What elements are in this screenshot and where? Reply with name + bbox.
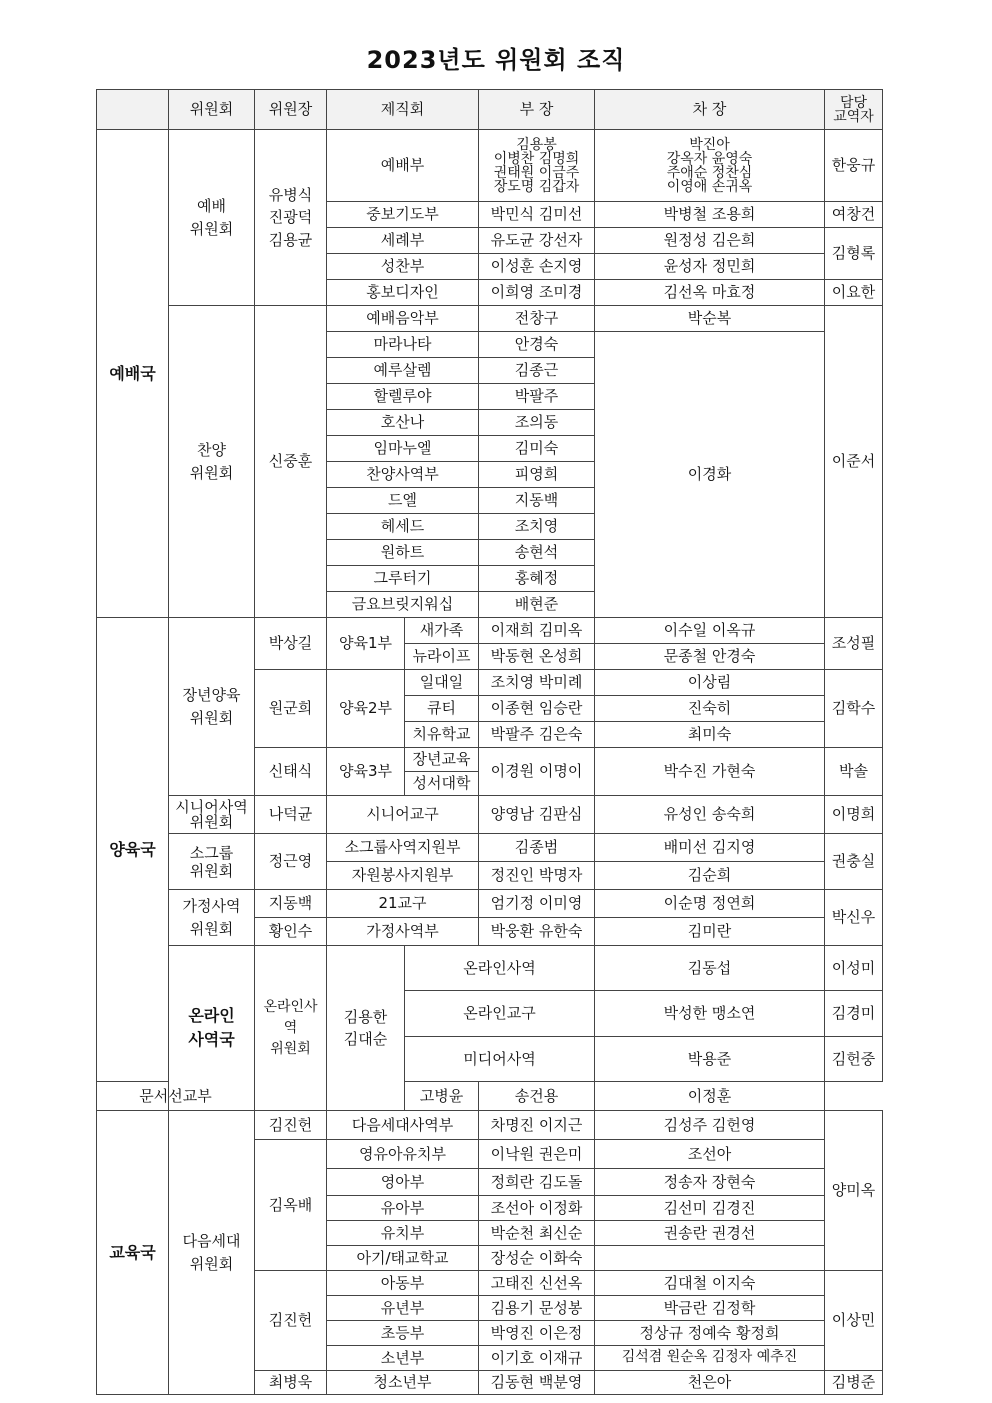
pastor-cell: 김병준 bbox=[825, 1371, 883, 1395]
head-cell: 박순천 최신순 bbox=[479, 1221, 595, 1246]
committee-smallgroup: 소그룹 위원회 bbox=[169, 834, 255, 890]
table-header bbox=[97, 90, 883, 130]
vice-cell: 이경화 bbox=[595, 332, 825, 618]
sub-office-cell: 성서대학 bbox=[405, 772, 479, 796]
head-cell: 장성순 이화숙 bbox=[479, 1246, 595, 1271]
pastor-cell: 권충실 bbox=[825, 834, 883, 890]
table-row bbox=[97, 1111, 883, 1140]
head-cell: 이낙원 권은미 bbox=[479, 1140, 595, 1169]
vice-cell: 김성주 김헌영 bbox=[595, 1111, 825, 1140]
header-head: 부 장 bbox=[479, 90, 595, 130]
vice-cell: 김대철 이지숙 bbox=[595, 1271, 825, 1296]
head-cell: 김용기 문성봉 bbox=[479, 1296, 595, 1321]
office-cell: 유년부 bbox=[327, 1296, 479, 1321]
head-cell: 송현석 bbox=[479, 540, 595, 566]
head-cell: 홍혜정 bbox=[479, 566, 595, 592]
office-cell: 소년부 bbox=[327, 1346, 479, 1371]
pastor-cell: 박솔 bbox=[825, 748, 883, 796]
head-cell: 박웅환 유한숙 bbox=[479, 918, 595, 946]
office-cell: 임마누엘 bbox=[327, 436, 479, 462]
vice-cell: 최미숙 bbox=[595, 722, 825, 748]
vice-cell: 송건용 bbox=[479, 1082, 595, 1111]
pastor-cell: 한웅규 bbox=[825, 130, 883, 202]
office-cell: 소그룹사역지원부 bbox=[327, 834, 479, 862]
pastor-cell: 김형록 bbox=[825, 228, 883, 280]
head-cell: 전창구 bbox=[479, 306, 595, 332]
office-cell: 초등부 bbox=[327, 1321, 479, 1346]
vice-cell: 박금란 김정학 bbox=[595, 1296, 825, 1321]
head-cell: 피영희 bbox=[479, 462, 595, 488]
vice-cell: 김미란 bbox=[595, 918, 825, 946]
head-cell: 양영남 김판심 bbox=[479, 796, 595, 834]
head-cell: 조치영 박미례 bbox=[479, 670, 595, 696]
header-chair: 위원장 bbox=[255, 90, 327, 130]
head-cell: 고병윤 bbox=[405, 1082, 479, 1111]
committee-online: 온라인사역 위원회 bbox=[255, 946, 327, 1111]
head-cell: 조선아 이정화 bbox=[479, 1196, 595, 1221]
head-cell: 이희영 조미경 bbox=[479, 280, 595, 306]
vice-cell: 김경미 bbox=[825, 991, 883, 1036]
pastor-cell: 박신우 bbox=[825, 890, 883, 946]
head-cell: 조의동 bbox=[479, 410, 595, 436]
office-cell: 자원봉사지원부 bbox=[327, 862, 479, 890]
vice-cell: 김선옥 마효정 bbox=[595, 280, 825, 306]
head-cell: 박팔주 bbox=[479, 384, 595, 410]
sub-office-cell: 장년교육 bbox=[405, 748, 479, 772]
vice-cell: 이성미 bbox=[825, 946, 883, 991]
head-cell: 조치영 bbox=[479, 514, 595, 540]
chair-cell: 황인수 bbox=[255, 918, 327, 946]
chair-cell: 신태식 bbox=[255, 748, 327, 796]
pastor-cell: 이상민 bbox=[825, 1271, 883, 1371]
chair-praise: 신중훈 bbox=[255, 306, 327, 618]
vice-cell: 김순희 bbox=[595, 862, 825, 890]
office-cell: 아기/태교학교 bbox=[327, 1246, 479, 1271]
vice-cell: 원정성 김은희 bbox=[595, 228, 825, 254]
office-cell: 온라인교구 bbox=[405, 991, 595, 1036]
office-cell: 호산나 bbox=[327, 410, 479, 436]
office-cell: 헤세드 bbox=[327, 514, 479, 540]
sub-office-cell: 새가족 bbox=[405, 618, 479, 644]
head-cell: 차명진 이지근 bbox=[479, 1111, 595, 1140]
office-cell: 온라인사역 bbox=[405, 946, 595, 991]
head-cell: 박용준 bbox=[595, 1036, 825, 1081]
office-cell: 영유아유치부 bbox=[327, 1140, 479, 1169]
head-cell: 박민식 김미선 bbox=[479, 202, 595, 228]
chair-cell: 김옥배 bbox=[255, 1140, 327, 1271]
vice-cell: 박진아 강옥자 윤영숙 주애순 정찬심 이영애 손귀옥 bbox=[595, 130, 825, 202]
committee-adult: 장년양육 위원회 bbox=[169, 618, 255, 796]
chair-cell: 나덕균 bbox=[255, 796, 327, 834]
head-cell: 이종현 임승란 bbox=[479, 696, 595, 722]
office-cell: 예배부 bbox=[327, 130, 479, 202]
head-cell: 엄기정 이미영 bbox=[479, 890, 595, 918]
chair-cell: 지동백 bbox=[255, 890, 327, 918]
pastor-cell: 이준서 bbox=[825, 306, 883, 618]
head-cell: 고태진 신선옥 bbox=[479, 1271, 595, 1296]
office-cell: 성찬부 bbox=[327, 254, 479, 280]
office-cell: 가정사역부 bbox=[327, 918, 479, 946]
office-cell: 중보기도부 bbox=[327, 202, 479, 228]
head-cell: 안경숙 bbox=[479, 332, 595, 358]
pastor-cell: 이정훈 bbox=[595, 1082, 825, 1111]
chair-online: 김용한 김대순 bbox=[327, 946, 405, 1111]
table-row bbox=[97, 306, 883, 332]
office-cell: 문서선교부 bbox=[97, 1082, 255, 1111]
office-cell: 금요브릿지워십 bbox=[327, 592, 479, 618]
table-row bbox=[97, 130, 883, 202]
vice-cell: 문종철 안경숙 bbox=[595, 644, 825, 670]
head-cell: 이성훈 손지영 bbox=[479, 254, 595, 280]
head-cell: 박동현 온성희 bbox=[479, 644, 595, 670]
table-row bbox=[97, 796, 883, 834]
office-cell: 할렐루야 bbox=[327, 384, 479, 410]
office-cell: 다음세대사역부 bbox=[327, 1111, 479, 1140]
chair-cell: 김진헌 bbox=[255, 1111, 327, 1140]
chair-worship: 유병식 진광덕 김용균 bbox=[255, 130, 327, 306]
head-cell: 박팔주 김은숙 bbox=[479, 722, 595, 748]
office-cell: 유아부 bbox=[327, 1196, 479, 1221]
chair-cell: 원군희 bbox=[255, 670, 327, 748]
vice-cell: 권송란 권경선 bbox=[595, 1221, 825, 1246]
vice-cell: 배미선 김지영 bbox=[595, 834, 825, 862]
office-cell: 청소년부 bbox=[327, 1371, 479, 1395]
committee-praise: 찬양 위원회 bbox=[169, 306, 255, 618]
office-cell: 양육2부 bbox=[327, 670, 405, 748]
vice-cell: 김석겸 원순옥 김정자 예추진 bbox=[595, 1346, 825, 1371]
header-office: 제직회 bbox=[327, 90, 479, 130]
pastor-cell: 이명희 bbox=[825, 796, 883, 834]
vice-cell: 천은아 bbox=[595, 1371, 825, 1395]
vice-cell: 김선미 김경진 bbox=[595, 1196, 825, 1221]
office-cell: 미디어사역 bbox=[405, 1036, 595, 1081]
head-cell: 김미숙 bbox=[479, 436, 595, 462]
office-cell: 드엘 bbox=[327, 488, 479, 514]
dept-online: 온라인 사역국 bbox=[169, 946, 255, 1111]
office-cell: 시니어교구 bbox=[327, 796, 479, 834]
head-cell: 김종범 bbox=[479, 834, 595, 862]
pastor-cell: 양미옥 bbox=[825, 1111, 883, 1271]
vice-cell: 박수진 가현숙 bbox=[595, 748, 825, 796]
dept-nurture: 양육국 bbox=[97, 618, 169, 1082]
vice-cell: 조선아 bbox=[595, 1140, 825, 1169]
table-row bbox=[97, 1082, 883, 1111]
page-title: 2023년도 위원회 조직 bbox=[366, 46, 626, 74]
vice-cell: 김헌중 bbox=[825, 1036, 883, 1081]
head-cell: 이기호 이재규 bbox=[479, 1346, 595, 1371]
pastor-cell: 김학수 bbox=[825, 670, 883, 748]
vice-cell: 정송자 장현숙 bbox=[595, 1169, 825, 1196]
head-cell: 박영진 이은정 bbox=[479, 1321, 595, 1346]
chair-cell: 최병욱 bbox=[255, 1371, 327, 1395]
head-cell: 김용봉 이병찬 김명희 권태원 이금주 장도명 김갑자 bbox=[479, 130, 595, 202]
table-row bbox=[97, 618, 883, 644]
office-cell: 양육3부 bbox=[327, 748, 405, 796]
head-cell: 배현준 bbox=[479, 592, 595, 618]
head-cell: 유도균 강선자 bbox=[479, 228, 595, 254]
office-cell: 세례부 bbox=[327, 228, 479, 254]
vice-cell: 진숙히 bbox=[595, 696, 825, 722]
office-cell: 아동부 bbox=[327, 1271, 479, 1296]
table-row bbox=[97, 834, 883, 862]
table-row bbox=[97, 946, 883, 991]
head-cell: 박성한 맹소연 bbox=[595, 991, 825, 1036]
vice-cell: 윤성자 정민희 bbox=[595, 254, 825, 280]
head-cell: 김종근 bbox=[479, 358, 595, 384]
committee-senior: 시니어사역 위원회 bbox=[169, 796, 255, 834]
header-vice: 차 장 bbox=[595, 90, 825, 130]
head-cell: 이재희 김미옥 bbox=[479, 618, 595, 644]
office-cell: 유치부 bbox=[327, 1221, 479, 1246]
vice-cell: 이순명 정연희 bbox=[595, 890, 825, 918]
committee-nextgen: 다음세대 위원회 bbox=[169, 1111, 255, 1395]
chair-cell: 정근영 bbox=[255, 834, 327, 890]
head-cell: 정진인 박명자 bbox=[479, 862, 595, 890]
office-cell: 원하트 bbox=[327, 540, 479, 566]
vice-cell: 이수일 이옥규 bbox=[595, 618, 825, 644]
sub-office-cell: 일대일 bbox=[405, 670, 479, 696]
pastor-cell: 조성필 bbox=[825, 618, 883, 670]
header-committee: 위원회 bbox=[169, 90, 255, 130]
sub-office-cell: 뉴라이프 bbox=[405, 644, 479, 670]
head-cell: 김동현 백분영 bbox=[479, 1371, 595, 1395]
committee-family: 가정사역 위원회 bbox=[169, 890, 255, 946]
office-cell: 마라나타 bbox=[327, 332, 479, 358]
header-pastor: 담당 교역자 bbox=[825, 90, 883, 130]
office-cell: 홍보디자인 bbox=[327, 280, 479, 306]
pastor-cell: 여창건 bbox=[825, 202, 883, 228]
sub-office-cell: 치유학교 bbox=[405, 722, 479, 748]
pastor-cell: 이요한 bbox=[825, 280, 883, 306]
office-cell: 영아부 bbox=[327, 1169, 479, 1196]
chair-cell: 김진헌 bbox=[255, 1271, 327, 1371]
head-cell: 김동섭 bbox=[595, 946, 825, 991]
vice-cell: 유성인 송숙희 bbox=[595, 796, 825, 834]
office-cell: 그루터기 bbox=[327, 566, 479, 592]
committee-table bbox=[96, 89, 883, 1395]
office-cell: 양육1부 bbox=[327, 618, 405, 670]
vice-cell: 정상규 정예숙 황정희 bbox=[595, 1321, 825, 1346]
dept-worship: 예배국 bbox=[97, 130, 169, 618]
header-dept bbox=[97, 90, 169, 130]
vice-cell: 박순복 bbox=[595, 306, 825, 332]
head-cell: 정희란 김도돌 bbox=[479, 1169, 595, 1196]
office-cell: 예배음악부 bbox=[327, 306, 479, 332]
sub-office-cell: 큐티 bbox=[405, 696, 479, 722]
committee-worship: 예배 위원회 bbox=[169, 130, 255, 306]
vice-cell bbox=[595, 1246, 825, 1271]
head-cell: 이경원 이명이 bbox=[479, 748, 595, 796]
vice-cell: 이상림 bbox=[595, 670, 825, 696]
table-row bbox=[97, 890, 883, 918]
office-cell: 찬양사역부 bbox=[327, 462, 479, 488]
dept-education: 교육국 bbox=[97, 1111, 169, 1395]
head-cell: 지동백 bbox=[479, 488, 595, 514]
office-cell: 예루살렘 bbox=[327, 358, 479, 384]
office-cell: 21교구 bbox=[327, 890, 479, 918]
chair-cell: 박상길 bbox=[255, 618, 327, 670]
vice-cell: 박병철 조용희 bbox=[595, 202, 825, 228]
